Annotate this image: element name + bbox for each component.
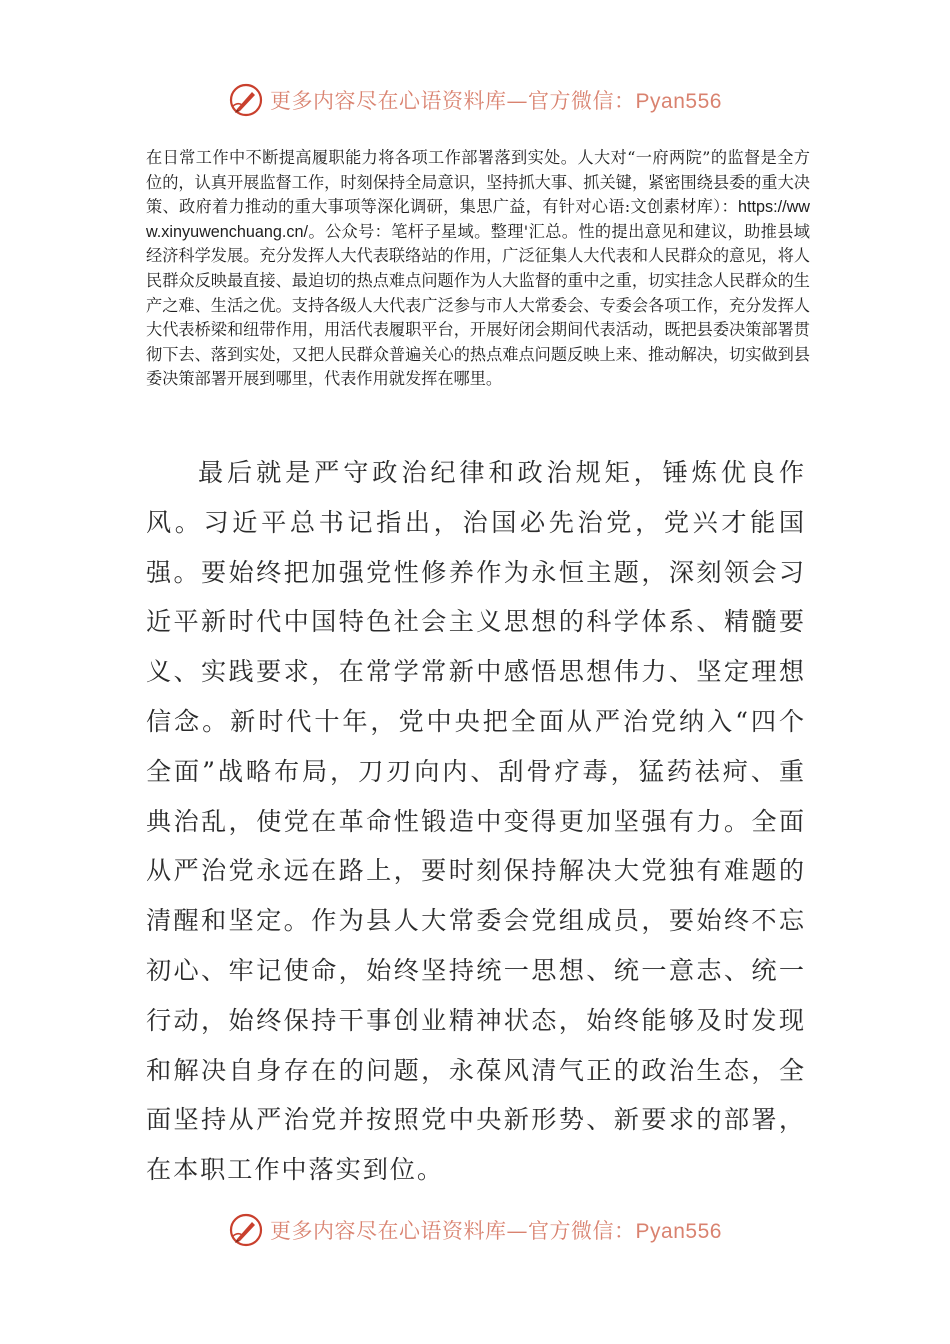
watermark-content xyxy=(228,1212,722,1248)
watermark-wechat-label: 官方微信： xyxy=(528,89,636,113)
header-watermark xyxy=(0,78,950,122)
small-paragraph-url: https://www.xinyuwenchuang.cn/ xyxy=(146,198,810,241)
small-paragraph-text-part2: 。公众号：笔杆子星域。整理'汇总。性的提出意见和建议，助推县域经济科学发展。充分发挥人大代表联络站的作用，广泛征集人大代表和人民群众的意见，将人民群众反映最直接、最迫切的热点难点问题作为人大监督的重中之重，切实挂念人民群众的生产之难、生活之优。支持各级人大代表广泛参与市人大常委会、专委会各项工作，充分发挥人大代表桥梁和纽带作用，用活代表履职平台，开展好闭会期间代表活动，既把县委决策部署贯彻下去、落到实处，又把人民群众普遍关心的热点难点问题反映上来、推动解决，切实做到县委决策部署开展到哪里，代表作用就发挥在哪里。 xyxy=(146,221,810,389)
watermark-dash: — xyxy=(506,1219,529,1243)
watermark-wechat-label: 官方微信： xyxy=(528,1219,636,1243)
watermark-dash: — xyxy=(506,89,529,113)
watermark-wechat-id: Pyan556 xyxy=(635,90,722,113)
watermark-wechat-id: Pyan556 xyxy=(635,1220,722,1243)
watermark-content xyxy=(228,82,722,118)
footer-watermark xyxy=(0,1208,950,1252)
pen-circle-logo-icon xyxy=(228,1212,264,1248)
watermark-brand: 更多内容尽在心语资料库 xyxy=(270,89,507,113)
pen-circle-logo-icon xyxy=(228,82,264,118)
body-paragraph-large: 最后就是严守政治纪律和政治规矩，锤炼优良作风。习近平总书记指出，治国必先治党，党兴才能国强。要始终把加强党性修养作为永恒主题，深刻领会习近平新时代中国特色社会主义思想的科学体系、精髓要义、实践要求，在常学常新中感悟思想伟力、坚定理想信念。新时代十年，党中央把全面从严治党纳入“四个全面”战略布局，刀刃向内、刮骨疗毒，猛药祛疴、重典治乱，使党在革命性锻造中变得更加坚强有力。全面从严治党永远在路上，要时刻保持解决大党独有难题的清醒和坚定。作为县人大常委会党组成员，要始终不忘初心、牢记使命，始终坚持统一思想、统一意志、统一行动，始终保持干事创业精神状态，始终能够及时发现和解决自身存在的问题，永葆风清气正的政治生态，全面坚持从严治党并按照党中央新形势、新要求的部署，在本职工作中落实到位。 xyxy=(146,458,806,1185)
watermark-text xyxy=(270,1215,722,1245)
small-paragraph-text-part1: 在日常工作中不断提高履职能力将各项工作部署落到实处。人大对“一府两院”的监督是全方位的，认真开展监督工作，时刻保持全局意识，坚持抓大事、抓关键，紧密围绕县委的重大决策、政府着力推动的重大事项等深化调研，集思广益，有针对心语:文创素材库）： xyxy=(146,148,810,217)
watermark-brand: 更多内容尽在心语资料库 xyxy=(270,1219,507,1243)
watermark-text xyxy=(270,85,722,115)
body-paragraph-small xyxy=(146,146,810,392)
